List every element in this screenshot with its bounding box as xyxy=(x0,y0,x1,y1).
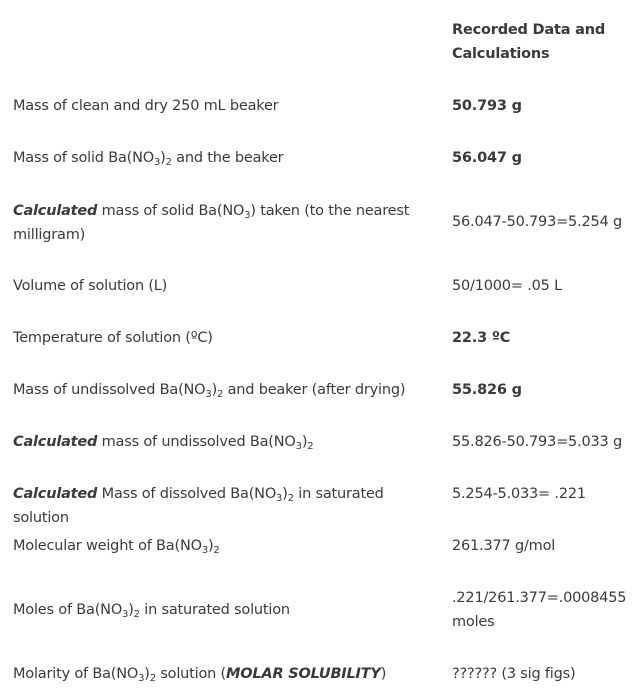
row-label: Moles of $Ba(NO_3)_2$ in saturated solution xyxy=(13,602,290,620)
row-label: Temperature of solution (ºC) xyxy=(13,330,213,346)
row-label: Molarity of $Ba(NO_3)_2$ solution (MOLAR SOLUBILITY) xyxy=(13,666,387,684)
row-label: Mass of undissolved $Ba(NO_3)_2$ and beaker (after drying) xyxy=(13,382,406,400)
row-value: 50/1000= .05 L xyxy=(452,278,562,294)
row-value: 261.377 g/mol xyxy=(452,538,556,554)
row-value: 56.047 g xyxy=(452,150,522,166)
row-value: 55.826 g xyxy=(452,382,522,398)
row-label: Calculated Mass of dissolved $Ba(NO_3)_2$ in saturated solution xyxy=(13,486,384,526)
row-label: Molecular weight of $Ba(NO_3)_2$ xyxy=(13,538,220,556)
row-label: Volume of solution (L) xyxy=(13,278,168,294)
row-value: ?????? (3 sig figs) xyxy=(452,666,576,682)
row-value: 55.826-50.793=5.033 g xyxy=(452,434,622,450)
row-label: Mass of solid $Ba(NO_3)_2$ and the beaker xyxy=(13,150,284,168)
row-label: Mass of clean and dry 250 mL beaker xyxy=(13,98,279,114)
row-label: Calculated mass of solid $Ba(NO_3)$ taken (to the nearest milligram) xyxy=(13,203,410,243)
column-header-line1: Recorded Data and xyxy=(452,22,606,38)
row-value: 56.047-50.793=5.254 g xyxy=(452,214,622,230)
column-header-line2: Calculations xyxy=(452,46,550,62)
row-value: 50.793 g xyxy=(452,98,522,114)
row-label: Calculated mass of undissolved $Ba(NO_3)_2$ xyxy=(13,434,314,452)
row-value: 5.254-5.033= .221 xyxy=(452,486,586,502)
row-value: 22.3 ºC xyxy=(452,330,511,346)
column-header xyxy=(452,18,627,66)
row-value: .221/261.377=.0008455 moles xyxy=(452,590,627,630)
